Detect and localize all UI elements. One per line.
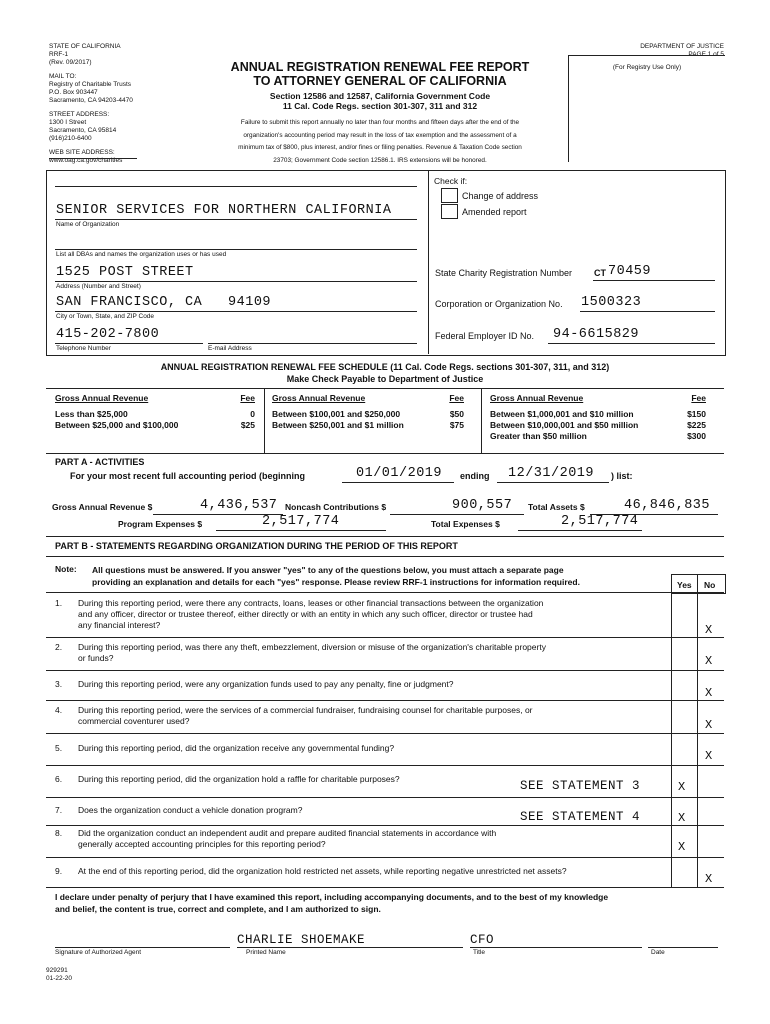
question-text [78, 743, 394, 754]
printed-name-line [237, 947, 463, 948]
mail-line: P.O. Box 903447 [49, 89, 98, 96]
question-line: During this reporting period, did the organization hold a raffle for charitable purposes? [78, 774, 400, 784]
question-line: or funds? [78, 653, 114, 663]
printed-name: CHARLIE SHOEMAKE [237, 933, 366, 947]
fee-range: Between $1,000,001 and $10 million [490, 409, 634, 419]
change-of-address-label: Change of address [462, 191, 539, 201]
question-text [78, 598, 543, 631]
gross-revenue-label: Gross Annual Revenue $ [52, 502, 153, 512]
phone-line [55, 343, 203, 344]
fein-line [548, 343, 715, 344]
rev-header: Gross Annual Revenue [55, 393, 149, 403]
web-label: WEB SITE ADDRESS: [49, 149, 115, 156]
fee-schedule-title-line2: Make Check Payable to Department of Justice [286, 374, 484, 384]
question-line: Did the organization conduct an independent audit and prepare audited financial statements in accordance with [78, 828, 497, 838]
organization-name: SENIOR SERVICES FOR NORTHERN CALIFORNIA [56, 203, 392, 218]
fee-amount: $150 [687, 409, 706, 419]
question-rule [46, 857, 724, 858]
signature-line[interactable] [55, 947, 230, 948]
fee-amount: $25 [240, 420, 255, 430]
question-rule [46, 670, 724, 671]
program-expenses-value: 2,517,774 [262, 514, 340, 529]
question-rule [46, 700, 724, 701]
fee-amount: $50 [449, 409, 464, 419]
amended-report-checkbox[interactable] [441, 204, 458, 219]
mail-line: Registry of Charitable Trusts [49, 81, 132, 88]
change-of-address-checkbox[interactable] [441, 188, 458, 203]
question-line: During this reporting period, were there any contracts, loans, leases or other financial transactions between the organization [78, 598, 544, 608]
fee-row [55, 420, 255, 431]
list-label: ) list: [611, 471, 633, 481]
city-line [55, 311, 417, 312]
ct-number: 70459 [608, 264, 652, 279]
fee-schedule-title-line1: ANNUAL REGISTRATION RENEWAL FEE SCHEDULE (11 Cal. Code Regs. sections 301-307, 311, and 312) [160, 362, 610, 372]
question-number: 4. [55, 705, 63, 715]
warning-line: Failure to submit this report annually no later than four months and fifteen days after the end of the [240, 119, 520, 126]
declaration-line2: and belief, the content is true, correct and complete, and I am authorized to sign. [55, 904, 381, 914]
part-b-title-rule [46, 556, 724, 557]
gross-revenue-value: 4,436,537 [200, 498, 278, 513]
question-number: 3. [55, 679, 63, 689]
printed-name-label: Printed Name [246, 949, 286, 956]
total-assets-label: Total Assets $ [528, 502, 585, 512]
corp-line [580, 311, 715, 312]
noncash-value: 900,557 [452, 498, 513, 513]
fee-row [490, 420, 706, 431]
question-line: During this reporting period, did the organization receive any governmental funding? [78, 743, 395, 753]
dba-label: List all DBAs and names the organization uses or has used [56, 251, 227, 258]
question-line: During this reporting period, were the services of a commercial fundraiser, fundraising counsel for charitable purposes, or [78, 705, 533, 715]
blank-line [55, 186, 417, 187]
total-expenses-line [518, 530, 642, 531]
note-label: Note: [55, 564, 77, 574]
fee-row [55, 409, 255, 420]
period-label: For your most recent full accounting period (beginning [70, 471, 306, 481]
form-title-line1: ANNUAL REGISTRATION RENEWAL FEE REPORT [230, 60, 530, 74]
yes-no-divider [697, 574, 698, 887]
form-title-block [200, 60, 560, 167]
question-line: and any officer, director or trustee thereof, either directly or with an entity in which any such officer, director or trustee had [78, 609, 533, 619]
fee-bottom-rule [46, 453, 724, 454]
fee-amount: $225 [687, 420, 706, 430]
q7-yes-mark[interactable]: X [678, 811, 686, 825]
begin-line [342, 482, 454, 483]
fee-range: Between $10,000,001 and $50 million [490, 420, 639, 430]
question-number: 1. [55, 598, 63, 608]
fee-col-divider [264, 388, 265, 453]
q6-statement: SEE STATEMENT 3 [520, 779, 641, 793]
form-id: RRF-1 [49, 51, 69, 58]
question-rule [46, 887, 724, 888]
department-label: DEPARTMENT OF JUSTICE [640, 43, 724, 50]
check-if-label: Check if: [434, 176, 468, 186]
date-label: Date [651, 949, 665, 956]
ct-prefix: CT [594, 268, 606, 278]
fee-amount: $75 [449, 420, 464, 430]
part-a-title: PART A - ACTIVITIES [55, 457, 145, 467]
title-label: Title [473, 949, 486, 956]
registry-use-box [568, 55, 725, 162]
warning-line: 23703; Government Code section 12586.1. IRS extensions will be honored. [273, 156, 487, 164]
fee-top-rule [46, 388, 724, 389]
fee-range: Between $250,001 and $1 million [272, 420, 404, 430]
warning-line: minimum tax of $800, plus interest, and/or fines or filing penalties. Revenue & Taxation Code section [238, 144, 522, 152]
question-text [78, 805, 302, 816]
city-label: City or Town, State, and ZIP Code [56, 313, 155, 320]
fee-amount: 0 [250, 409, 255, 419]
street-label: STREET ADDRESS: [49, 111, 110, 118]
end-line [497, 482, 609, 483]
question-text [78, 642, 546, 664]
ct-line [593, 280, 715, 281]
question-rule [46, 765, 724, 766]
question-number: 8. [55, 828, 63, 838]
noncash-label: Noncash Contributions $ [285, 502, 387, 512]
address-label: Address (Number and Street) [56, 283, 141, 290]
web-address: www.oag.ca.gov/charities [49, 157, 123, 164]
org-box-divider [428, 170, 429, 354]
question-line: generally accepted accounting principles for this reporting period? [78, 839, 326, 849]
signer-title: CFO [470, 933, 495, 947]
question-line: During this reporting period, were any organization funds used to pay any penalty, fine or judgment? [78, 679, 454, 689]
question-line: any financial interest? [78, 620, 161, 630]
amended-report-label: Amended report [462, 207, 527, 217]
period-end: 12/31/2019 [508, 466, 595, 481]
fee-row [490, 431, 706, 442]
fee-table-col1 [55, 393, 255, 431]
signature-label: Signature of Authorized Agent [55, 949, 142, 956]
fee-amount: $300 [687, 431, 706, 441]
question-line: At the end of this reporting period, did the organization hold restricted net assets, while reporting negative unrestricted net assets? [78, 866, 567, 876]
fee-row [490, 409, 706, 420]
title-line [470, 947, 642, 948]
question-number: 2. [55, 642, 63, 652]
total-expenses-label: Total Expenses $ [431, 519, 500, 529]
fein-number: 94-6615829 [553, 327, 640, 342]
fee-row [272, 409, 464, 420]
question-number: 5. [55, 743, 63, 753]
question-text [78, 828, 496, 850]
question-text [78, 705, 533, 727]
email-label: E-mail Address [208, 345, 252, 352]
q2-no-mark[interactable]: X [705, 654, 713, 668]
fee-schedule-title [46, 361, 724, 385]
ending-label: ending [460, 471, 490, 481]
declaration [55, 891, 608, 915]
org-name-label: Name of Organization [56, 221, 120, 228]
question-number: 6. [55, 774, 63, 784]
registry-use-label: (For Registry Use Only) [612, 64, 682, 71]
fee-row [272, 420, 464, 431]
fee-table-col3 [490, 393, 706, 442]
fee-col-divider [481, 388, 482, 453]
state-label: STATE OF CALIFORNIA [49, 43, 121, 50]
note-line2: providing an explanation and details for each "yes" response. Please review RRF-1 instructions for information required. [92, 577, 580, 587]
question-rule [46, 592, 724, 593]
street-line: 1300 I Street [49, 119, 87, 126]
total-expenses-value: 2,517,774 [561, 514, 639, 529]
address-line [55, 281, 417, 282]
declaration-line1: I declare under penalty of perjury that I have examined this report, including accompanying documents, and to the best of my knowledge [55, 892, 609, 902]
section-reference-2: 11 Cal. Code Regs. section 301-307, 311 and 312 [282, 101, 478, 111]
fee-range: Between $25,000 and $100,000 [55, 420, 179, 430]
date-line[interactable] [648, 947, 718, 948]
question-rule [46, 637, 724, 638]
form-title-line2: TO ATTORNEY GENERAL OF CALIFORNIA [253, 74, 507, 88]
org-name-line [55, 219, 417, 220]
program-line [216, 530, 386, 531]
q8-yes-mark[interactable]: X [678, 840, 686, 854]
no-header: No [704, 580, 716, 590]
fein-label: Federal Employer ID No. [435, 331, 535, 341]
part-b-title: PART B - STATEMENTS REGARDING ORGANIZATION DURING THE PERIOD OF THIS REPORT [55, 541, 458, 551]
question-text [78, 774, 400, 785]
section-reference-1: Section 12586 and 12587, California Government Code [269, 91, 491, 101]
q1-no-mark[interactable]: X [705, 623, 713, 637]
question-text [78, 679, 454, 690]
header-rule [49, 158, 137, 159]
rev-header: Gross Annual Revenue [490, 393, 584, 403]
ct-number-label: State Charity Registration Number [435, 268, 573, 278]
street-line: (916)210-6400 [49, 135, 92, 142]
total-assets-value: 46,846,835 [624, 498, 711, 513]
q7-statement: SEE STATEMENT 4 [520, 810, 641, 824]
question-line: During this reporting period, was there any theft, embezzlement, diversion or misuse of the organization's charitable property [78, 642, 546, 652]
mail-line: Sacramento, CA 94203-4470 [49, 97, 133, 104]
footer-date: 01-22-20 [46, 975, 73, 982]
dba-line [55, 249, 417, 250]
question-text [78, 866, 567, 877]
question-rule [46, 797, 724, 798]
q4-no-mark[interactable]: X [705, 718, 713, 732]
org-address: 1525 POST STREET [56, 265, 194, 280]
question-rule [46, 825, 724, 826]
q9-no-mark[interactable]: X [705, 872, 713, 886]
question-number: 9. [55, 866, 63, 876]
corp-number: 1500323 [581, 295, 642, 310]
question-line: commercial coventurer used? [78, 716, 190, 726]
q6-yes-mark[interactable]: X [678, 780, 686, 794]
corp-number-label: Corporation or Organization No. [435, 299, 563, 309]
program-expenses-label: Program Expenses $ [118, 519, 203, 529]
phone-label: Telephone Number [56, 345, 111, 352]
part-b-top-rule [46, 536, 724, 537]
footer-codes [46, 967, 72, 983]
yes-header: Yes [677, 580, 692, 590]
question-line: Does the organization conduct a vehicle donation program? [78, 805, 303, 815]
form-header-left [49, 43, 133, 165]
fee-header: Fee [240, 393, 255, 403]
filing-warning [200, 117, 560, 167]
fee-table-col2 [272, 393, 464, 431]
q3-no-mark[interactable]: X [705, 686, 713, 700]
fee-header: Fee [449, 393, 464, 403]
warning-line: organization's accounting period may result in the loss of tax exemption and the assessment of a [243, 131, 517, 139]
fee-range: Less than $25,000 [55, 409, 128, 419]
noncash-line [390, 514, 524, 515]
org-city: SAN FRANCISCO, CA 94109 [56, 295, 272, 310]
note-text [92, 564, 580, 588]
period-begin: 01/01/2019 [356, 466, 443, 481]
street-line: Sacramento, CA 95814 [49, 127, 117, 134]
question-number: 7. [55, 805, 63, 815]
email-line [208, 343, 417, 344]
rev-header: Gross Annual Revenue [272, 393, 366, 403]
form-revision: (Rev. 09/2017) [49, 59, 92, 66]
mail-to-label: MAIL TO: [49, 73, 77, 80]
question-rule [46, 733, 724, 734]
org-telephone: 415-202-7800 [56, 327, 160, 342]
footer-code: 929291 [46, 967, 68, 974]
fee-header: Fee [691, 393, 706, 403]
fee-range: Between $100,001 and $250,000 [272, 409, 401, 419]
note-line1: All questions must be answered. If you answer "yes" to any of the questions below, you must attach a separate page [92, 565, 564, 575]
fee-range: Greater than $50 million [490, 431, 587, 441]
q5-no-mark[interactable]: X [705, 749, 713, 763]
